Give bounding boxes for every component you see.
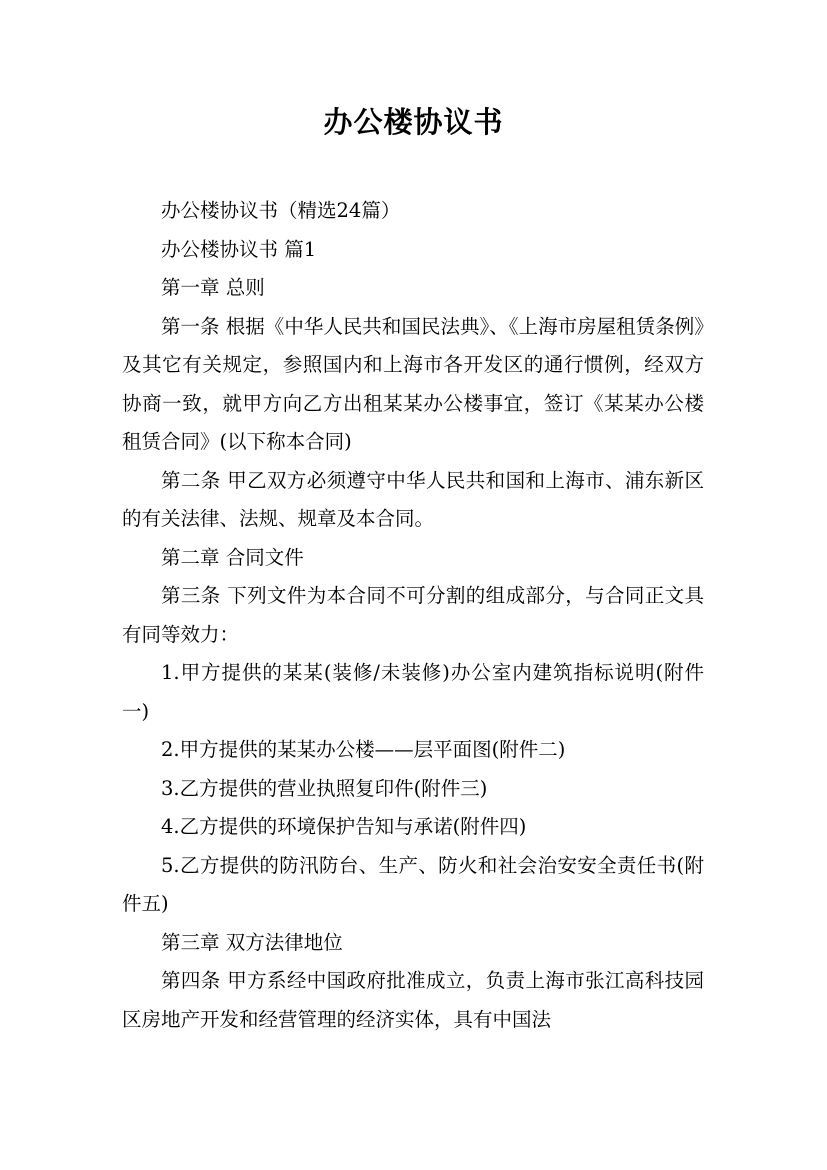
clause-paragraph: 第三条 下列文件为本合同不可分割的组成部分，与合同正文具有同等效力： bbox=[122, 584, 704, 646]
collection-heading: 办公楼协议书（精选24篇） bbox=[161, 199, 401, 222]
document-title: 办公楼协议书 bbox=[323, 105, 504, 139]
clause-paragraph: 第一条 根据《中华人民共和国民法典》、《上海市房屋租赁条例》及其它有关规定，参照国内和上海市各开发区的通行惯例，经双方协商一致，就甲方向乙方出租某某办公楼事宜，签订《某某办公楼租赁合同》(以下称本合同) bbox=[122, 314, 704, 453]
document-body bbox=[122, 192, 704, 1039]
list-item: 2.甲方提供的某某办公楼——层平面图(附件二) bbox=[161, 738, 566, 761]
list-item: 5.乙方提供的防汛防台、生产、防火和社会治安安全责任书(附件五) bbox=[122, 853, 704, 915]
list-item: 3.乙方提供的营业执照复印件(附件三) bbox=[161, 776, 488, 800]
chapter-heading: 第一章 总则 bbox=[161, 276, 265, 299]
article-heading: 办公楼协议书 篇1 bbox=[161, 237, 317, 261]
list-item: 4.乙方提供的环境保护告知与承诺(附件四) bbox=[161, 815, 527, 838]
chapter-heading: 第三章 双方法律地位 bbox=[161, 930, 343, 954]
clause-paragraph: 第四条 甲方系经中国政府批准成立，负责上海市张江高科技园区房地产开发和经营管理的经济实体，具有中国法 bbox=[122, 969, 704, 1031]
chapter-heading: 第二章 合同文件 bbox=[161, 545, 304, 569]
clause-paragraph: 第二条 甲乙双方必须遵守中华人民共和国和上海市、浦东新区的有关法律、法规、规章及本合同。 bbox=[122, 468, 704, 530]
list-item: 1.甲方提供的某某(装修/未装修)办公室内建筑指标说明(附件一) bbox=[122, 661, 704, 723]
